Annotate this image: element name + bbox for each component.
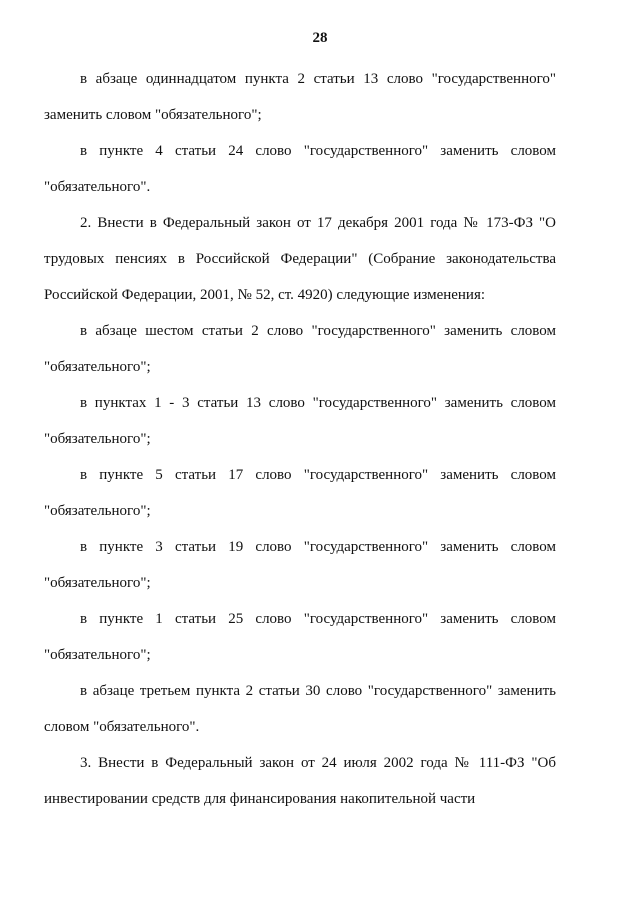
- page-number: 28: [312, 30, 328, 46]
- paragraph: в абзаце одиннадцатом пункта 2 статьи 13 слово "государственного" заменить словом "обязательного";: [44, 71, 556, 123]
- paragraph: в пункте 5 статьи 17 слово "государственного" заменить словом "обязательного";: [44, 467, 556, 519]
- paragraph: в пункте 3 статьи 19 слово "государственного" заменить словом "обязательного";: [44, 539, 556, 591]
- paragraph: в пунктах 1 - 3 статьи 13 слово "государственного" заменить словом "обязательного";: [44, 395, 556, 447]
- document-body: [44, 61, 556, 817]
- paragraph: в пункте 4 статьи 24 слово "государственного" заменить словом "обязательного".: [44, 143, 556, 195]
- paragraph: в абзаце третьем пункта 2 статьи 30 слово "государственного" заменить словом "обязательного".: [44, 683, 556, 735]
- paragraph: в абзаце шестом статьи 2 слово "государственного" заменить словом "обязательного";: [44, 323, 556, 375]
- paragraph: 2. Внести в Федеральный закон от 17 декабря 2001 года № 173-ФЗ "О трудовых пенсиях в Российской Федерации" (Собрание законодательства Российской Федерации, 2001, № 52, ст. 4920) следующие изменения:: [44, 215, 556, 303]
- paragraph: 3. Внести в Федеральный закон от 24 июля 2002 года № 111-ФЗ "Об инвестировании средств для финансирования накопительной части: [44, 755, 556, 807]
- paragraph: в пункте 1 статьи 25 слово "государственного" заменить словом "обязательного";: [44, 611, 556, 663]
